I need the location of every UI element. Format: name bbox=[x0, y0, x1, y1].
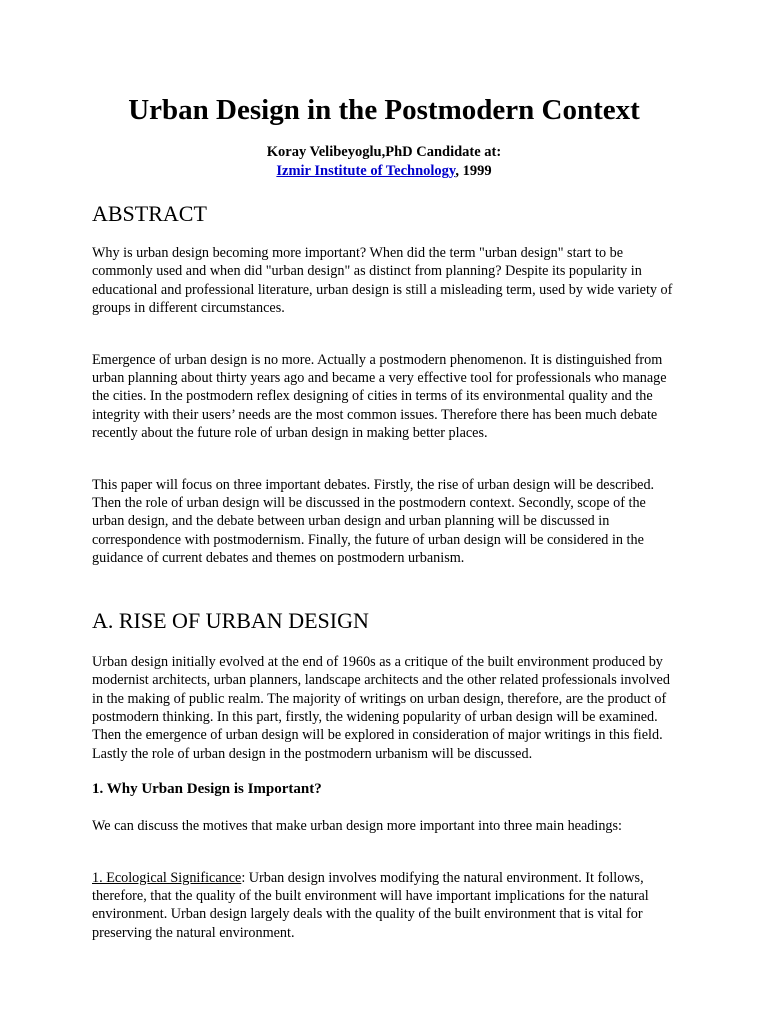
ecological-paragraph bbox=[92, 869, 676, 943]
why-heading: 1. Why Urban Design is Important? bbox=[92, 781, 322, 798]
publication-year: , 1999 bbox=[455, 163, 492, 179]
institution-link[interactable]: Izmir Institute of Technology bbox=[276, 163, 456, 179]
abstract-paragraph: Why is urban design becoming more important? When did the term "urban design" start to be commonly used and when did "urban design" as distinct from planning? Despite its popularity in educational and professional literature, urban design is still a misleading term, used by wide variety of groups in different circumstances. bbox=[92, 245, 673, 317]
author-block bbox=[92, 143, 676, 181]
author-line: Koray Velibeyoglu,PhD Candidate at: bbox=[266, 144, 502, 160]
why-intro-paragraph: We can discuss the motives that make urban design more important into three main headings: bbox=[92, 818, 622, 835]
institution-line bbox=[92, 162, 676, 181]
rise-heading: A. RISE OF URBAN DESIGN bbox=[92, 607, 369, 633]
ecological-label: 1. Ecological Significance bbox=[92, 869, 242, 886]
abstract-heading: ABSTRACT bbox=[92, 201, 207, 226]
ecological-text: : Urban design involves modifying the natural environment. It follows, therefore, that the quality of the built environment will have important implications for the natural environment. Urban design largely deals with the quality of the built environment that is vital for preserving the natural environment. bbox=[92, 869, 649, 941]
abstract-paragraph: Emergence of urban design is no more. Actually a postmodern phenomenon. It is distinguished from urban planning about thirty years ago and became a very effective tool for professionals who manage the cities. In the postmodern reflex designing of cities in terms of its environmental quality and the integrity with their users’ needs are the most common issues. Therefore there has been much debate recently about the future role of urban design in making better places. bbox=[92, 351, 667, 442]
abstract-paragraph: This paper will focus on three important debates. Firstly, the rise of urban design will be described. Then the role of urban design will be discussed in the postmodern context. Secondly, scope of the urban design, and the debate between urban design and urban planning will be discussed in correspondence with postmodernism. Finally, the future of urban design will be considered in the guidance of current debates and themes on postmodern urbanism. bbox=[92, 476, 655, 567]
rise-paragraph: Urban design initially evolved at the end of 1960s as a critique of the built environment produced by modernist architects, urban planners, landscape architects and the other related professionals involved in the making of public realm. The majority of writings on urban design, therefore, are the product of postmodern thinking. In this part, firstly, the widening popularity of urban design will be examined. Then the emergence of urban design will be explored in consideration of major writings in this field. Lastly the role of urban design in the postmodern urbanism will be discussed. bbox=[92, 653, 670, 762]
page-title: Urban Design in the Postmodern Context bbox=[128, 94, 640, 126]
